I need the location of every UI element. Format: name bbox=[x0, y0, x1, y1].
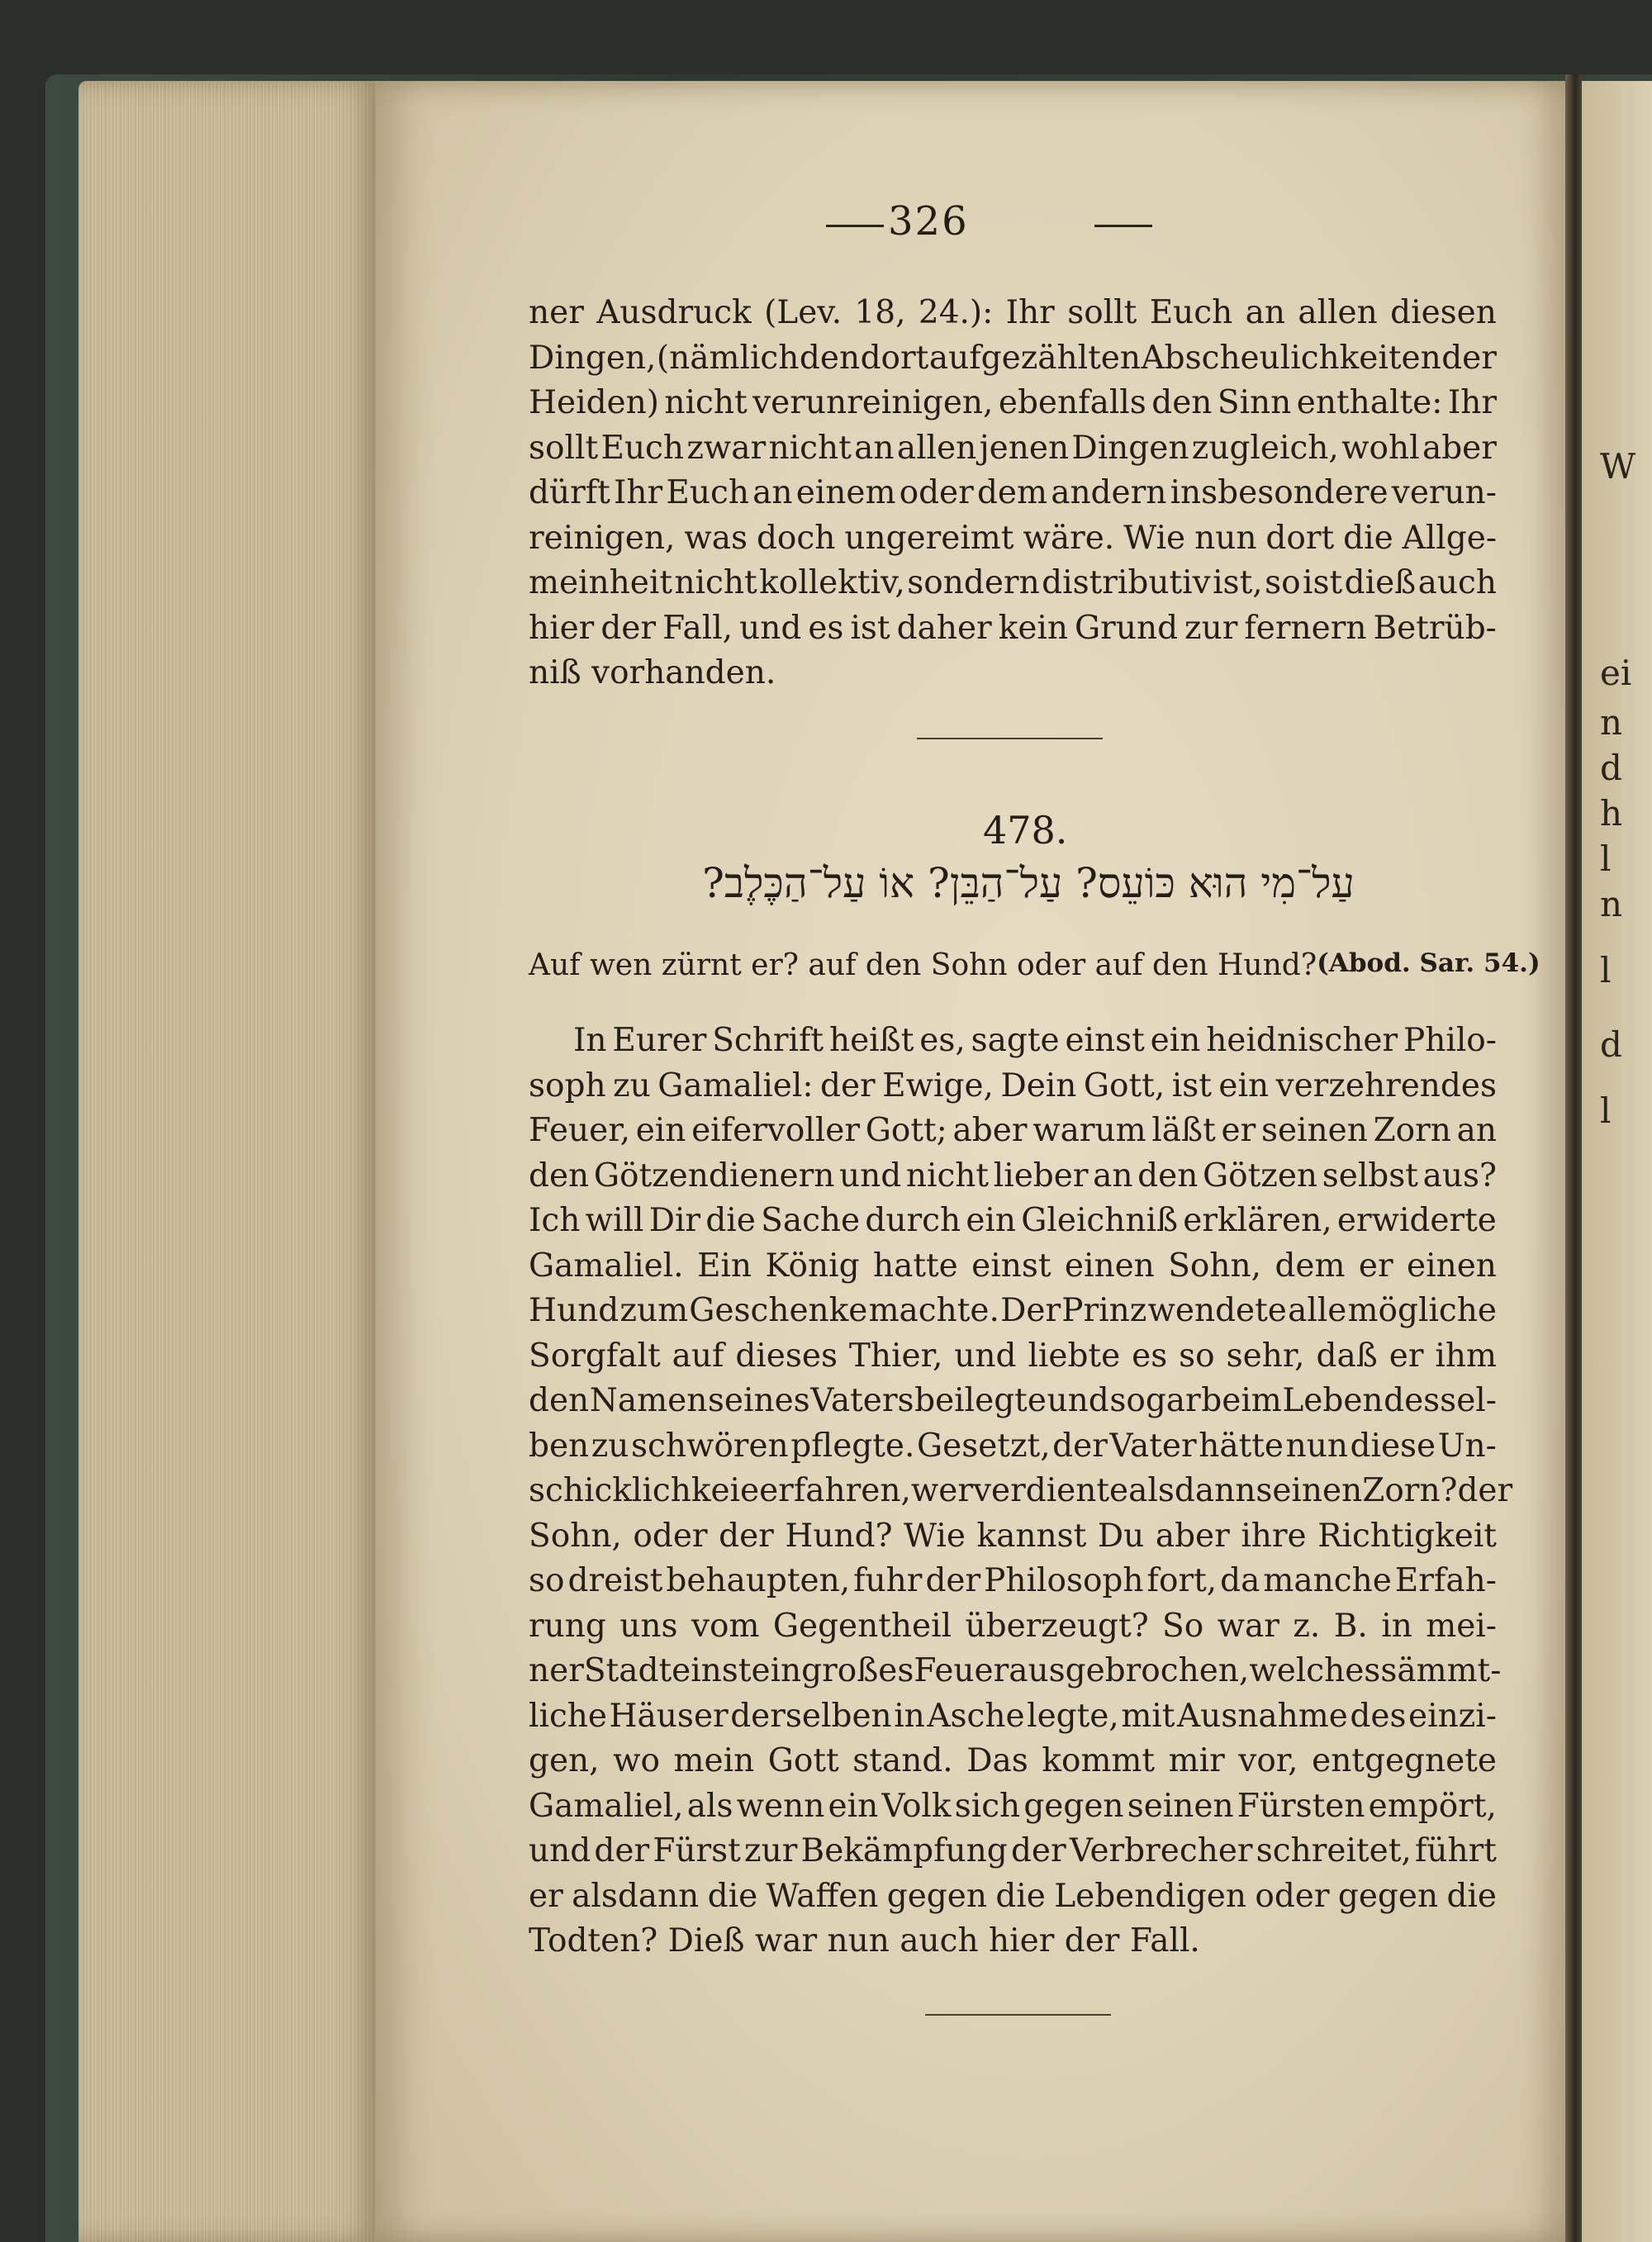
text-line: meinheit nicht kollektiv, sondern distributiv ist, so ist dieß auch bbox=[529, 564, 1497, 601]
text-line: reinigen, was doch ungereimt wäre. Wie nun dort die Allge- bbox=[529, 519, 1497, 557]
text-line: und der Fürst zur Bekämpfung der Verbrecher schreitet, führt bbox=[529, 1832, 1497, 1869]
text-line: gen, wo mein Gott stand. Das kommt mir vor, entgegnete bbox=[529, 1742, 1497, 1779]
text-line: Sohn, oder der Hund? Wie kannst Du aber ihre Richtigkeit bbox=[529, 1517, 1497, 1555]
text-line: Heiden) nicht verunreinigen, ebenfalls den Sinn enthalte: Ihr bbox=[529, 384, 1497, 421]
text-line: liche Häuser derselben in Asche legte, mit Ausnahme des einzi- bbox=[529, 1697, 1497, 1735]
next-page-fragment: n bbox=[1600, 884, 1623, 924]
text-line: In Eurer Schrift heißt es, sagte einst ein heidnischer Philo- bbox=[573, 1022, 1497, 1059]
section-divider bbox=[917, 738, 1103, 739]
text-line: soph zu Gamaliel: der Ewige, Dein Gott, ist ein verzehrendes bbox=[529, 1066, 1497, 1104]
page-number: 326 bbox=[888, 198, 969, 245]
page-edges bbox=[78, 81, 380, 2242]
next-page-fragment: d bbox=[1600, 1024, 1622, 1065]
book-gutter bbox=[1565, 74, 1582, 2242]
text-line: Todten? Dieß war nun auch hier der Fall. bbox=[529, 1922, 1200, 1959]
text-line: schicklichkeie erfahren, wer verdiente alsdann seinen Zorn? der bbox=[529, 1472, 1513, 1509]
text-line: dürft Ihr Euch an einem oder dem andern insbesondere verun- bbox=[529, 474, 1497, 511]
text-line: Gamaliel, als wenn ein Volk sich gegen seinen Fürsten empört, bbox=[529, 1787, 1497, 1825]
source-citation: (Abod. Sar. 54.) bbox=[1317, 948, 1540, 978]
text-line: Dingen, (nämlich den dort aufgezählten Abscheulichkeiten der bbox=[529, 339, 1497, 377]
next-page-fragment: ei bbox=[1600, 653, 1632, 693]
text-line: ner Ausdruck (Lev. 18, 24.): Ihr sollt Euch an allen diesen bbox=[529, 294, 1497, 331]
section-number: 478. bbox=[983, 808, 1068, 853]
text-line: den Götzendienern und nicht lieber an den Götzen selbst aus? bbox=[529, 1157, 1497, 1195]
text-line: ner Stadt einst ein großes Feuer ausgebrochen, welches sämmt- bbox=[529, 1652, 1502, 1689]
next-page-fragment: W bbox=[1600, 446, 1636, 487]
text-line: rung uns vom Gegentheil überzeugt? So war z. B. in mei- bbox=[529, 1607, 1497, 1645]
continuation-paragraph bbox=[529, 291, 1497, 696]
page-number-dash-right bbox=[1094, 225, 1152, 227]
text-line: niß vorhanden. bbox=[529, 654, 776, 691]
text-line: Gamaliel. Ein König hatte einst einen Sohn, dem er einen bbox=[529, 1247, 1497, 1285]
next-page-fragment: n bbox=[1600, 702, 1623, 743]
translation-text: Auf wen zürnt er? auf den Sohn oder auf den Hund? bbox=[529, 948, 1317, 982]
text-line: so dreist behaupten, fuhr der Philosoph fort, da manche Erfah- bbox=[529, 1562, 1497, 1599]
next-page-fragment: h bbox=[1600, 793, 1623, 834]
text-line: Feuer, ein eifervoller Gott; aber warum läßt er seinen Zorn an bbox=[529, 1112, 1497, 1149]
end-rule bbox=[925, 2014, 1111, 2016]
text-line: Ich will Dir die Sache durch ein Gleichniß erklären, erwiderte bbox=[529, 1202, 1497, 1239]
next-page-fragment: l bbox=[1600, 950, 1612, 990]
text-line: Hund zum Geschenke machte. Der Prinz wendete alle mögliche bbox=[529, 1292, 1497, 1329]
text-line: hier der Fall, und es ist daher kein Grund zur fernern Betrüb- bbox=[529, 609, 1497, 647]
text-line: sollt Euch zwar nicht an allen jenen Dingen zugleich, wohl aber bbox=[529, 429, 1497, 467]
text-line: den Namen seines Vaters beilegte und sogar beim Leben dessel- bbox=[529, 1382, 1497, 1419]
text-line: ben zu schwören pflegte. Gesetzt, der Vater hätte nun diese Un- bbox=[529, 1427, 1497, 1465]
hebrew-quote: עַל־מִי הוּא כּוֹעֵס? עַל־הַבֵּן? אוֹ עַל־הַכֶּלֶב? bbox=[702, 859, 1355, 907]
story-paragraph bbox=[529, 1019, 1513, 1964]
next-page-fragment: l bbox=[1600, 1090, 1612, 1131]
next-page-fragment: l bbox=[1600, 838, 1612, 879]
next-page-fragment: d bbox=[1600, 748, 1622, 788]
next-page-margin bbox=[1582, 81, 1652, 2242]
text-line: er alsdann die Waffen gegen die Lebendigen oder gegen die bbox=[529, 1877, 1497, 1915]
text-line: Sorgfalt auf dieses Thier, und liebte es so sehr, daß er ihm bbox=[529, 1337, 1497, 1375]
translation-line bbox=[529, 948, 1540, 982]
page-number-dash-left bbox=[826, 225, 884, 227]
